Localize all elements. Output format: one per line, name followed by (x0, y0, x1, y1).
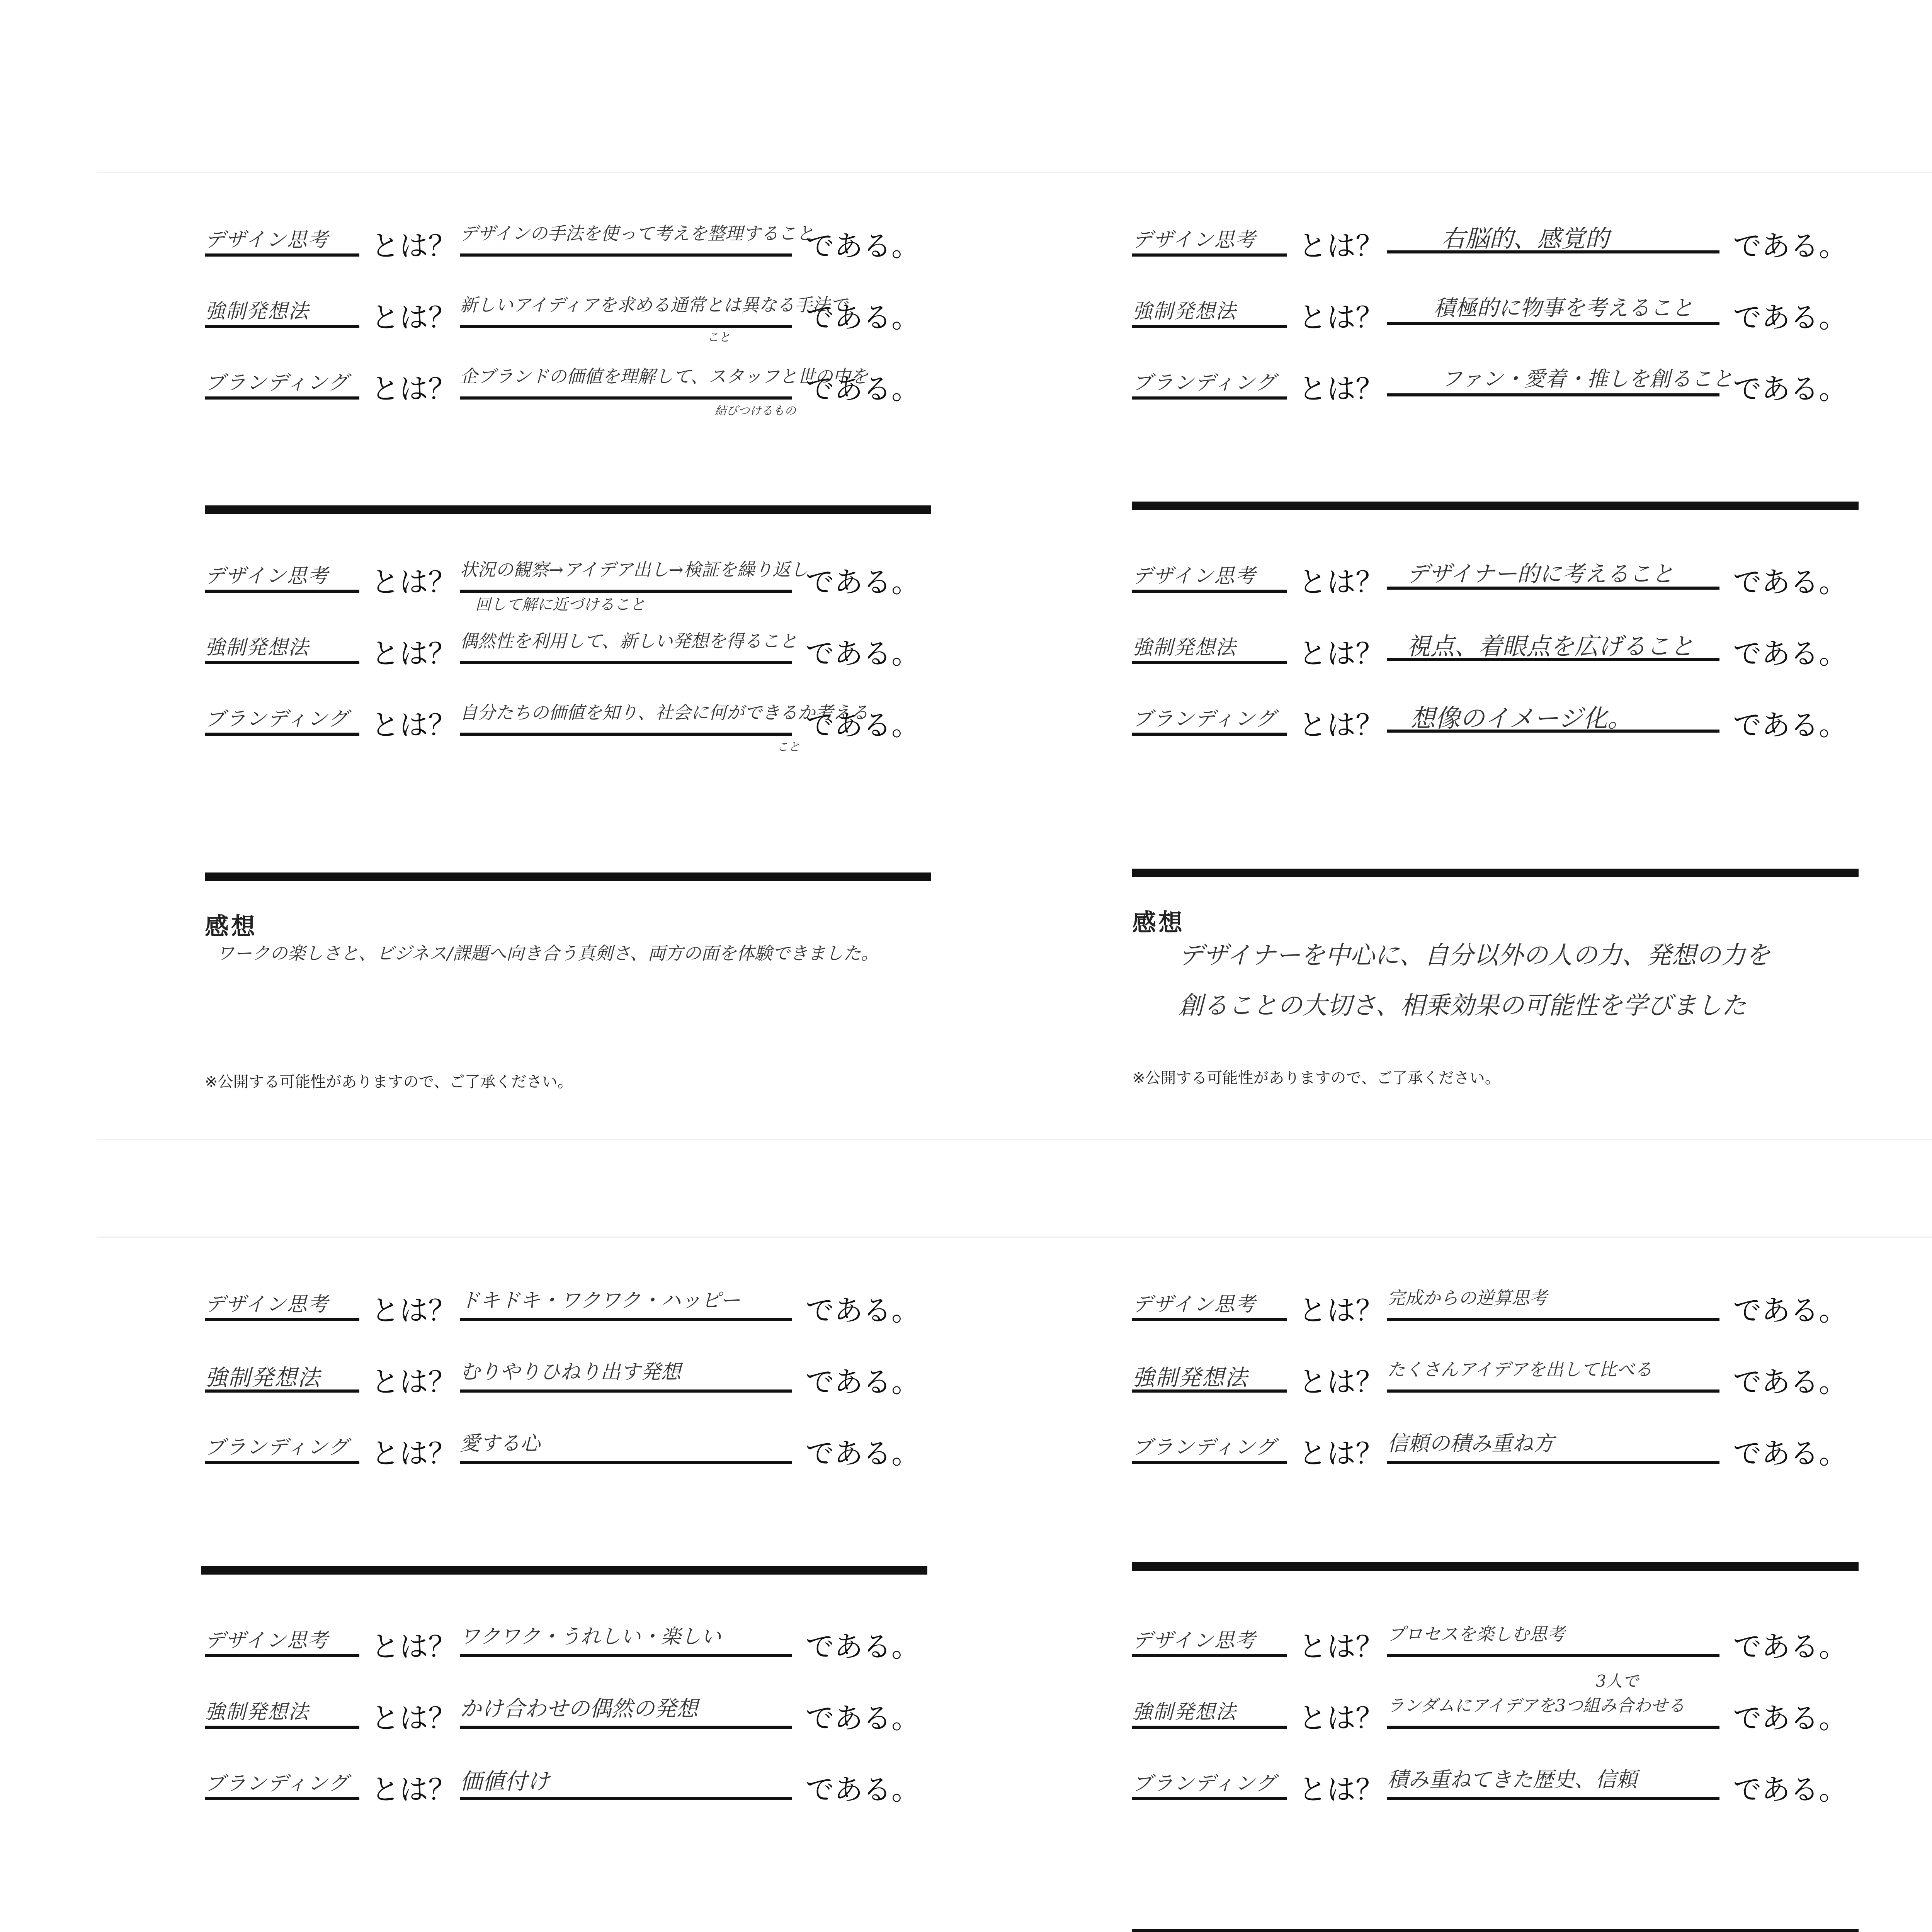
dearu-label: である。 (1733, 1437, 1847, 1470)
towa-label: とは？ (371, 301, 457, 334)
term-forced-ideation: 強制発想法 (1132, 1359, 1287, 1393)
term-design-thinking: デザイン思考 (205, 1288, 359, 1321)
dearu-label: である。 (806, 1294, 920, 1327)
divider (1132, 1562, 1859, 1571)
towa-label: とは？ (1298, 372, 1384, 406)
dearu-label: である。 (1733, 1702, 1847, 1735)
term-design-thinking: デザイン思考 (1132, 1624, 1287, 1657)
dearu-label: である。 (806, 372, 920, 406)
impression-label: 感想 (205, 912, 258, 940)
term-design-thinking: デザイン思考 (1132, 1288, 1287, 1321)
dearu-label: である。 (806, 709, 920, 742)
question-block-2 (1132, 1597, 1886, 1811)
dearu-label: である。 (806, 1773, 920, 1806)
top-sheet (97, 172, 1932, 1140)
term-branding: ブランディング (1132, 366, 1287, 400)
question-block-2 (1132, 532, 1886, 747)
answer-field: プロセスを楽しむ思考 (1387, 1620, 1719, 1657)
question-row (205, 1261, 958, 1332)
impression-label: 感想 (1132, 908, 1185, 937)
term-branding: ブランディング (1132, 702, 1287, 736)
towa-label: とは？ (371, 1630, 457, 1663)
term-design-thinking: デザイン思考 (1132, 560, 1287, 593)
towa-label: とは？ (1298, 637, 1384, 670)
divider (1132, 502, 1859, 510)
answer-field: 価値付け (460, 1763, 792, 1800)
answer-field: 状況の観察→アイデア出し→検証を繰り返し (460, 556, 792, 593)
towa-label: とは？ (371, 709, 457, 742)
towa-label: とは？ (371, 372, 457, 406)
answer-field: 信頼の積み重ね方 (1387, 1427, 1719, 1464)
bottom-sheet (97, 1236, 1932, 1932)
question-row (205, 1332, 958, 1404)
towa-label: とは？ (1298, 1366, 1384, 1399)
term-forced-ideation: 強制発想法 (205, 631, 359, 664)
answer-field: 積極的に物事を考えること (1387, 291, 1719, 325)
answer-field: ファン・愛着・推しを創ること (1387, 362, 1719, 396)
impression-text (1179, 930, 1874, 1031)
question-row (1132, 1261, 1886, 1332)
answer-field: 完成からの逆算思考 (1387, 1284, 1719, 1321)
towa-label: とは？ (1298, 566, 1384, 599)
question-row (205, 196, 958, 268)
question-row (1132, 1597, 1886, 1668)
question-row (205, 1597, 958, 1668)
impression-line: デザイナーを中心に、自分以外の人の力、発想の力を (1179, 941, 1770, 970)
dearu-label: である。 (1733, 1773, 1847, 1806)
term-forced-ideation: 強制発想法 (205, 1359, 359, 1393)
towa-label: とは？ (1298, 1437, 1384, 1470)
impression-line: ワークの楽しさと、ビジネス/課題へ向き合う真剣さ、両方の面を体験できました。 (216, 943, 879, 964)
term-design-thinking: デザイン思考 (205, 223, 359, 257)
answer-field: 想像のイメージ化。 (1387, 699, 1719, 733)
divider (1132, 869, 1859, 877)
answer-field: 偶然性を利用して、新しい発想を得ること (460, 627, 792, 664)
card-2 (1055, 173, 1924, 1100)
card-1 (97, 173, 966, 1100)
dearu-label: である。 (1733, 709, 1847, 742)
question-row (205, 1404, 958, 1475)
question-row (205, 339, 958, 418)
answer-field: かけ合わせの偶然の発想 (460, 1692, 792, 1729)
towa-label: とは？ (371, 1773, 457, 1806)
question-row (205, 532, 958, 614)
answer-note: 回して解に近づけること (475, 596, 645, 614)
towa-label: とは？ (371, 230, 457, 263)
term-branding: ブランディング (205, 1431, 359, 1464)
towa-label: とは？ (371, 1294, 457, 1327)
dearu-label: である。 (806, 637, 920, 670)
card-4 (1055, 1238, 1924, 1932)
term-forced-ideation: 強制発想法 (1132, 631, 1287, 664)
divider (205, 872, 931, 881)
question-row (205, 1668, 958, 1740)
question-row (205, 268, 958, 344)
question-row (1132, 1404, 1886, 1475)
dearu-label: である。 (806, 1437, 920, 1470)
footnote: ※公開する可能性がありますので、ご了承ください。 (1132, 1069, 1500, 1087)
question-row (1132, 339, 1886, 411)
footnote: ※公開する可能性がありますので、ご了承ください。 (205, 1073, 573, 1091)
term-design-thinking: デザイン思考 (1132, 223, 1287, 257)
towa-label: とは？ (371, 637, 457, 670)
towa-label: とは？ (1298, 230, 1384, 263)
dearu-label: である。 (806, 1366, 920, 1399)
question-block-1 (1132, 1261, 1886, 1475)
term-branding: ブランディング (205, 1767, 359, 1800)
term-branding: ブランディング (205, 702, 359, 736)
term-branding: ブランディング (205, 366, 359, 400)
term-forced-ideation: 強制発想法 (205, 1696, 359, 1729)
answer-field: 新しいアイディアを求める通常とは異なる手法で (460, 291, 792, 328)
towa-label: とは？ (1298, 1294, 1384, 1327)
answer-field: 右脳的、感覚的 (1387, 219, 1719, 253)
answer-field: デザインの手法を使って考えを整理すること (460, 219, 792, 257)
towa-label: とは？ (1298, 709, 1384, 742)
answer-field: 積み重ねてきた歴史、信頼 (1387, 1763, 1719, 1800)
answer-field: たくさんアイデアを出して比べる (1387, 1355, 1719, 1393)
question-row (1132, 1668, 1886, 1740)
question-row (1132, 196, 1886, 268)
towa-label: とは？ (371, 566, 457, 599)
impression-text (216, 936, 912, 970)
question-row (1132, 1332, 1886, 1404)
dearu-label: である。 (1733, 566, 1847, 599)
answer-field: ランダムにアイデアを3つ組み合わせる (1387, 1692, 1719, 1729)
towa-label: とは？ (371, 1702, 457, 1735)
answer-field: 視点、着眼点を広げること (1387, 627, 1719, 661)
question-row (205, 604, 958, 675)
term-forced-ideation: 強制発想法 (1132, 1696, 1287, 1729)
question-row (1132, 532, 1886, 604)
dearu-label: である。 (806, 230, 920, 263)
divider (201, 1566, 927, 1575)
answer-note: 3人で (1596, 1672, 1639, 1690)
question-row (1132, 675, 1886, 747)
answer-note: こと (777, 740, 800, 754)
term-forced-ideation: 強制発想法 (205, 295, 359, 328)
term-design-thinking: デザイン思考 (205, 560, 359, 593)
question-row (1132, 604, 1886, 675)
question-row (205, 675, 958, 754)
card-3 (97, 1238, 966, 1932)
dearu-label: である。 (1733, 372, 1847, 406)
dearu-label: である。 (1733, 1294, 1847, 1327)
question-block-1 (205, 196, 958, 418)
term-branding: ブランディング (1132, 1767, 1287, 1800)
towa-label: とは？ (1298, 1702, 1384, 1735)
towa-label: とは？ (1298, 301, 1384, 334)
question-row (1132, 1740, 1886, 1811)
towa-label: とは？ (1298, 1773, 1384, 1806)
dearu-label: である。 (1733, 1366, 1847, 1399)
answer-field: 愛する心 (460, 1427, 792, 1464)
answer-note: こと (707, 331, 730, 344)
dearu-label: である。 (806, 1702, 920, 1735)
dearu-label: である。 (1733, 301, 1847, 334)
term-branding: ブランディング (1132, 1431, 1287, 1464)
dearu-label: である。 (1733, 230, 1847, 263)
question-block-2 (205, 1597, 958, 1811)
answer-field: ドキドキ・ワクワク・ハッピー (460, 1284, 792, 1321)
answer-field: 自分たちの価値を知り、社会に何ができるか考える (460, 699, 792, 736)
dearu-label: である。 (806, 301, 920, 334)
term-forced-ideation: 強制発想法 (1132, 295, 1287, 328)
divider (1132, 1929, 1859, 1932)
answer-field: 企ブランドの価値を理解して、スタッフと世の中を (460, 362, 792, 400)
dearu-label: である。 (1733, 637, 1847, 670)
answer-field: むりやりひねり出す発想 (460, 1355, 792, 1393)
dearu-label: である。 (1733, 1630, 1847, 1663)
answer-field: デザイナー的に考えること (1387, 556, 1719, 590)
dearu-label: である。 (806, 566, 920, 599)
answer-field: ワクワク・うれしい・楽しい (460, 1620, 792, 1657)
answer-note: 結びつけるもの (715, 404, 796, 418)
question-block-1 (205, 1261, 958, 1475)
divider (205, 505, 931, 514)
question-block-1 (1132, 196, 1886, 411)
question-block-2 (205, 532, 958, 754)
term-design-thinking: デザイン思考 (205, 1624, 359, 1657)
question-row (1132, 268, 1886, 339)
towa-label: とは？ (1298, 1630, 1384, 1663)
impression-line: 創ることの大切さ、相乗効果の可能性を学びました (1179, 992, 1747, 1020)
question-row (205, 1740, 958, 1811)
towa-label: とは？ (371, 1366, 457, 1399)
towa-label: とは？ (371, 1437, 457, 1470)
dearu-label: である。 (806, 1630, 920, 1663)
